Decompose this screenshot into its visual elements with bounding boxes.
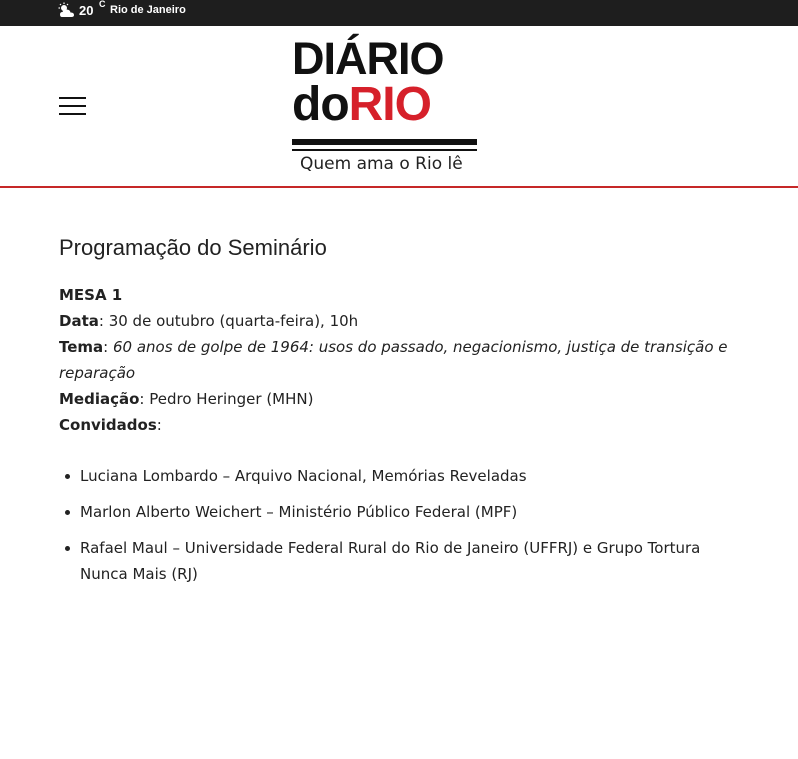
city-name: Rio de Janeiro	[110, 4, 186, 16]
top-bar	[0, 0, 798, 26]
tema-label: Tema	[59, 338, 104, 356]
tema-line: Tema: 60 anos de golpe de 1964: usos do passado, negacionismo, justiça de transição e reparação	[59, 338, 728, 382]
logo-diario-text: DIÁRIO	[292, 33, 444, 84]
mediacao-label: Mediação	[59, 390, 140, 408]
logo-rule-thin	[292, 149, 477, 151]
convidados-line: Convidados:	[59, 416, 162, 434]
hamburger-menu-icon[interactable]	[59, 96, 86, 116]
mediacao-line	[59, 386, 749, 412]
page-title: Programação do Seminário	[59, 235, 327, 260]
list-item: Rafael Maul – Universidade Federal Rural do Rio de Janeiro (UFFRJ) e Grupo Tortura Nunca Mais (RJ)	[80, 535, 749, 587]
temperature-unit: C	[99, 0, 106, 9]
cloud-sun-icon	[58, 2, 76, 20]
mediacao-value: : Pedro Heringer (MHN)	[139, 390, 314, 408]
site-logo[interactable]	[290, 32, 480, 180]
logo-rule-thick	[292, 139, 477, 145]
list-item: Marlon Alberto Weichert – Ministério Público Federal (MPF)	[80, 499, 749, 525]
logo-do: do	[292, 78, 349, 131]
convidados-label: Convidados	[59, 416, 157, 434]
data-value: : 30 de outubro (quarta-feira), 10h	[98, 312, 359, 330]
data-line	[59, 308, 749, 334]
session-info	[59, 282, 749, 438]
logo-tagline: Quem ama o Rio lê	[300, 154, 463, 174]
mesa-heading: MESA 1	[59, 286, 123, 304]
list-item: Luciana Lombardo – Arquivo Nacional, Memórias Reveladas	[80, 463, 749, 489]
logo-do-rio-text	[292, 78, 431, 132]
article-content	[59, 230, 749, 597]
logo-rio: RIO	[348, 78, 431, 131]
site-header	[0, 26, 798, 188]
temperature-value: 20	[79, 3, 94, 18]
tema-value: 60 anos de golpe de 1964: usos do passado, negacionismo, justiça de transição e reparação	[59, 338, 728, 382]
data-label: Data	[59, 312, 99, 330]
guest-list	[59, 463, 749, 587]
